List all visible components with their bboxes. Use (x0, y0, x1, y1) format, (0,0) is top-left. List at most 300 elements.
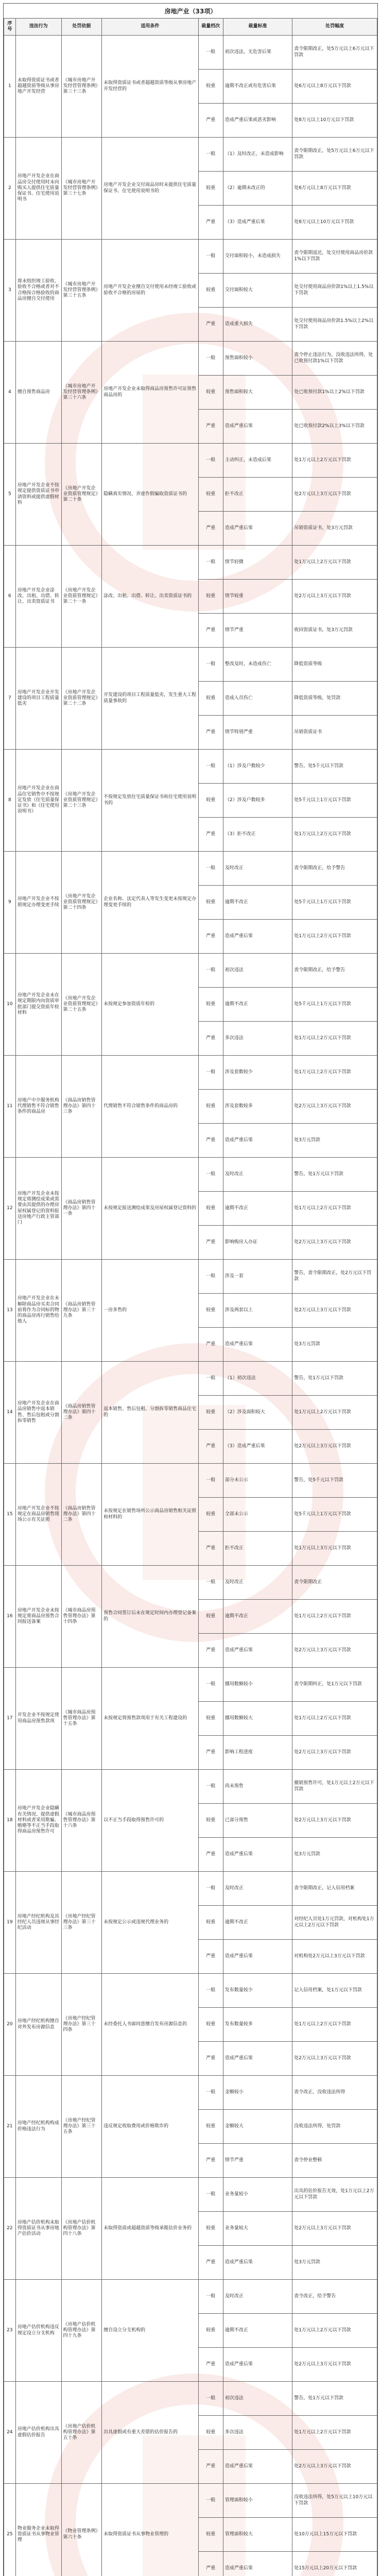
range-cell: 撤销预售许可，处1万元以上2万元以下罚款 (292, 1770, 377, 1804)
standard-cell: 交付面积较大 (223, 274, 292, 308)
range-cell: 处2万元以上3万元以下罚款 (292, 2348, 377, 2382)
standard-cell: 尚未预售 (223, 1770, 292, 1804)
range-cell: 责令限期改正，给予警告 (292, 954, 377, 988)
condition-cell: 未按规定报送测绘成果及房屋权属登记资料的 (102, 1158, 199, 1260)
range-cell: 处10万元以上15万元以下罚款 (292, 2518, 377, 2552)
degree-cell: 较重 (198, 988, 223, 1022)
range-cell: 对经纪人员处1万元罚款，对机构处1万元以上2万元以下罚款 (292, 1906, 377, 1940)
degree-cell: 一般 (198, 1872, 223, 1906)
standard-cell: 逾期不改正 (223, 1600, 292, 1634)
range-cell: 没收违法所得，处罚款 (292, 2110, 377, 2144)
range-cell: 降低资质等级 (292, 648, 377, 682)
row-seq-cell: 23 (4, 2280, 16, 2382)
row-seq-cell: 15 (4, 1464, 16, 1566)
violation-cell: 房地产经纪机构擅自对外发布房源信息 (15, 1974, 61, 2076)
standard-cell: 造成严重后果 (223, 1838, 292, 1872)
degree-cell: 严重 (198, 920, 223, 954)
range-cell: 处2万元以上3万元以下罚款 (292, 580, 377, 614)
degree-cell: 一般 (198, 444, 223, 478)
range-cell: 处1万元以上2万元以下罚款 (292, 2008, 377, 2042)
condition-cell: 以不正当手段取得预售许可的 (102, 1770, 199, 1872)
degree-cell: 一般 (198, 2076, 223, 2110)
degree-cell: 较重 (198, 1804, 223, 1838)
table-row (4, 1668, 377, 1702)
range-cell: 处1万元以上2万元以下罚款 (292, 1192, 377, 1226)
degree-cell: 较重 (198, 478, 223, 512)
degree-cell: 较重 (198, 274, 223, 308)
standard-cell: 金额较小 (223, 2076, 292, 2110)
standard-cell: （3）造成严重后果 (223, 1430, 292, 1464)
table-row (4, 240, 377, 274)
standard-cell: 全部未公示 (223, 1498, 292, 1532)
degree-cell: 一般 (198, 648, 223, 682)
row-seq-cell: 11 (4, 1056, 16, 1158)
degree-cell: 较重 (198, 784, 223, 818)
degree-cell: 较重 (198, 1090, 223, 1124)
row-seq-cell: 13 (4, 1260, 16, 1362)
row-seq-cell: 24 (4, 2382, 16, 2484)
violation-cell: 房地产经纪机构及其经纪人员违规从事经纪活动 (15, 1872, 61, 1974)
standard-cell: 已部分预售 (223, 1804, 292, 1838)
range-cell: 处3万元罚款 (292, 1124, 377, 1158)
row-seq-cell: 4 (4, 342, 16, 444)
degree-cell: 严重 (198, 1532, 223, 1566)
col-header-range: 处罚幅度 (292, 19, 377, 36)
standard-cell: 初次违法 (223, 954, 292, 988)
standard-cell: （2）涉及户数较多 (223, 784, 292, 818)
standard-cell: 造成严重后果或恶劣影响 (223, 104, 292, 138)
condition-cell: 不按规定发放住宅质量保证书和住宅使用说明书的 (102, 750, 199, 852)
degree-cell: 较重 (198, 2518, 223, 2552)
basis-cell: 《房地产估价机构管理办法》第四十九条 (61, 2280, 102, 2382)
degree-cell: 一般 (198, 1260, 223, 1294)
degree-cell: 较重 (198, 1396, 223, 1430)
degree-cell: 较重 (198, 376, 223, 410)
range-cell: 吊销资质证书，处3万元罚款 (292, 512, 377, 546)
degree-cell: 较重 (198, 682, 223, 716)
range-cell: 责令限期改正，给予警告 (292, 852, 377, 886)
range-cell: 处已收预付款2%以上3%以下罚款 (292, 410, 377, 444)
range-cell: 责令限期改正 (292, 1566, 377, 1600)
basis-cell: 《房地产开发企业资质管理规定》第二十四条 (61, 852, 102, 954)
basis-cell: 《城市商品房预售管理办法》第十六条 (61, 1770, 102, 1872)
condition-cell: 未经委托人书面同意擅自发布房源信息的 (102, 1974, 199, 2076)
condition-cell: 返本销售、售后包租、分割拆零销售商品住宅的 (102, 1362, 199, 1464)
basis-cell: 《房地产经纪管理办法》第三十五条 (61, 2076, 102, 2178)
condition-cell: 隐瞒真实情况、弄虚作假骗取资质证书的 (102, 444, 199, 546)
degree-cell: 严重 (198, 2042, 223, 2076)
range-cell: 警告，处1万元以下罚款 (292, 2382, 377, 2416)
standard-cell: 涉及一套 (223, 1260, 292, 1294)
violation-cell: 房地产估价机构违反规定设立分支机构 (15, 2280, 61, 2382)
condition-cell: 房地产开发企业未取得商品房预售许可证预售商品房的 (102, 342, 199, 444)
degree-cell: 较重 (198, 2416, 223, 2450)
table-row (4, 954, 377, 988)
col-header-standard: 裁量标准 (223, 19, 292, 36)
range-cell: 处2万元以上3万元以下罚款 (292, 1294, 377, 1328)
standard-cell: 及时改正 (223, 1158, 292, 1192)
range-cell: 处1万元以上2万元以下罚款 (292, 1022, 377, 1056)
range-cell: 警告，处5千元以下罚款 (292, 750, 377, 784)
basis-cell: 《城市房地产开发经营管理条例》第三十七条 (61, 138, 102, 240)
table-row (4, 1464, 377, 1498)
degree-cell: 一般 (198, 2382, 223, 2416)
degree-cell: 严重 (198, 716, 223, 750)
range-cell: 处交付使用商品房价款1.5%以上2%以下罚款 (292, 308, 377, 342)
range-cell: 出具的估价报告无效，处1万元以上2万元以下罚款 (292, 2178, 377, 2212)
standard-cell: 多次违法 (223, 2416, 292, 2450)
range-cell: 责令改正，没收违法所得 (292, 2076, 377, 2110)
table-row (4, 1260, 377, 1294)
condition-cell: 涂改、出租、出借、转让、出卖资质证书的 (102, 546, 199, 648)
range-cell: 吊销资质证书 (292, 716, 377, 750)
standard-cell: 造成人员伤亡 (223, 682, 292, 716)
row-seq-cell: 22 (4, 2178, 16, 2280)
standard-cell: 情节较重 (223, 580, 292, 614)
basis-cell: 《城市房地产开发经营管理条例》第三十三条 (61, 36, 102, 138)
table-row (4, 2076, 377, 2110)
standard-cell: 涉及两套以上 (223, 1294, 292, 1328)
range-cell: 处6万元以上8万元以下罚款 (292, 172, 377, 206)
range-cell: 处5千元以上1万元以下罚款 (292, 988, 377, 1022)
standard-cell: （2）逾期未改正的 (223, 172, 292, 206)
basis-cell: 《商品房销售管理办法》第四十二条 (61, 1464, 102, 1566)
range-cell: 处1万元以上2万元以下罚款 (292, 818, 377, 852)
degree-cell: 严重 (198, 1124, 223, 1158)
range-cell: 处1万元以上2万元以下罚款 (292, 2314, 377, 2348)
range-cell: 降低资质等级，处罚款 (292, 682, 377, 716)
range-cell: 处2万元以上3万元以下罚款 (292, 1736, 377, 1770)
degree-cell: 一般 (198, 1566, 223, 1600)
standard-cell: 影响购房人办证 (223, 1226, 292, 1260)
col-header-degree: 裁量档次 (198, 19, 223, 36)
range-cell: 处2万元以上3万元以下罚款 (292, 2450, 377, 2484)
range-cell: 责令限期纠正，处1万元以下罚款 (292, 1668, 377, 1702)
violation-cell: 房地产开发企业开发建设的项目工程质量低劣 (15, 648, 61, 750)
violation-cell: 房地产开发企业在未解除商品房买卖合同前将作为合同标的物的商品房再行销售给他人 (15, 1260, 61, 1362)
row-seq-cell: 18 (4, 1770, 16, 1872)
basis-cell: 《物业管理条例》第六十条 (61, 2484, 102, 2576)
degree-cell: 较重 (198, 1192, 223, 1226)
degree-cell: 严重 (198, 2144, 223, 2178)
penalty-table-sheet (3, 3, 378, 2576)
table-row (4, 138, 377, 172)
degree-cell: 较重 (198, 70, 223, 104)
degree-cell: 一般 (198, 36, 223, 70)
degree-cell: 一般 (198, 240, 223, 274)
condition-cell: 房地产开发企业擅自交付使用未经竣工验收或验收不合格的房屋的 (102, 240, 199, 342)
table-row (4, 1566, 377, 1600)
degree-cell: 严重 (198, 1226, 223, 1260)
basis-cell: 《房地产开发企业资质管理规定》第二十一条 (61, 546, 102, 648)
range-cell: 对机构处2万元以上3万元以下罚款 (292, 1940, 377, 1974)
standard-cell: 拒不改正 (223, 478, 292, 512)
standard-cell: 整改及时，未造成伤亡 (223, 648, 292, 682)
violation-cell: 房地产开发企业在商品房销售中返本销售、售后包租或分割拆零销售 (15, 1362, 61, 1464)
table-row (4, 2484, 377, 2518)
degree-cell: 较重 (198, 1906, 223, 1940)
degree-cell: 严重 (198, 206, 223, 240)
degree-cell: 一般 (198, 1464, 223, 1498)
range-cell: 处3万元罚款 (292, 1328, 377, 1362)
range-cell: 记入信用档案，处1万元以下罚款 (292, 1974, 377, 2008)
range-cell: 处1万元以上2万元以下罚款 (292, 546, 377, 580)
violation-cell: 房地产开发企业未在规定期限内向资质审批部门提交资质年检材料 (15, 954, 61, 1056)
standard-cell: 挪用数额较大 (223, 1702, 292, 1736)
range-cell: 警告，处1万元以下罚款 (292, 1158, 377, 1192)
degree-cell: 较重 (198, 2008, 223, 2042)
range-cell: 处2万元以上3万元以下罚款 (292, 1090, 377, 1124)
range-cell: 处交付使用商品房价款1%以上1.5%以下罚款 (292, 274, 377, 308)
standard-cell: 金额较大 (223, 2110, 292, 2144)
degree-cell: 一般 (198, 546, 223, 580)
degree-cell: 较重 (198, 1498, 223, 1532)
violation-cell: 房地产经纪机构构成价格违法行为 (15, 2076, 61, 2178)
condition-cell: 未取得资质证书从事物业管理的 (102, 2484, 199, 2576)
range-cell: 没收违法所得，处5万元以上10万元以下罚款 (292, 2484, 377, 2518)
degree-cell: 严重 (198, 1838, 223, 1872)
condition-cell: 代理销售不符合销售条件的商品房的 (102, 1056, 199, 1158)
standard-cell: 造成严重后果 (223, 1634, 292, 1668)
range-cell: 处2万元以上3万元以下罚款 (292, 2212, 377, 2246)
standard-cell: 主动纠正，未造成后果 (223, 444, 292, 478)
table-body (4, 36, 377, 2576)
violation-cell: 房地产中介服务机构代理销售不符合销售条件的商品房 (15, 1056, 61, 1158)
degree-cell: 严重 (198, 614, 223, 648)
basis-cell: 《商品房销售管理办法》第三十九条 (61, 1260, 102, 1362)
range-cell: 处1万元以上2万元以下罚款 (292, 1396, 377, 1430)
range-cell: 处6万元以上8万元以下罚款 (292, 70, 377, 104)
table-title: 房地产业（33项） (4, 4, 377, 19)
range-cell: 处8万元以上10万元以下罚款 (292, 206, 377, 240)
col-header-act: 违法行为 (15, 19, 61, 36)
standard-cell: 影响工程进度 (223, 1736, 292, 1770)
standard-cell: 及时改正 (223, 1566, 292, 1600)
degree-cell: 一般 (198, 1668, 223, 1702)
range-cell: 处1万元以上3万元以下罚款 (292, 1532, 377, 1566)
degree-cell: 一般 (198, 1158, 223, 1192)
basis-cell: 《城市商品房预售管理办法》第十四条 (61, 1566, 102, 1668)
standard-cell: 情节特别严重 (223, 716, 292, 750)
range-cell: 处2万元以上3万元以下罚款 (292, 478, 377, 512)
condition-cell: 未取得资质或超越资质等级承揽估价业务的 (102, 2178, 199, 2280)
standard-cell: 造成严重后果 (223, 410, 292, 444)
basis-cell: 《城市商品房预售管理办法》第十五条 (61, 1668, 102, 1770)
standard-cell: （3）造成严重后果 (223, 206, 292, 240)
basis-cell: 《房地产估价机构管理办法》第四十八条 (61, 2178, 102, 2280)
table-row (4, 1158, 377, 1192)
range-cell: 责令改正，给予警告 (292, 2280, 377, 2314)
range-cell: 警告，处1万元以下罚款 (292, 1362, 377, 1396)
table-row (4, 444, 377, 478)
condition-cell: 未按规定在销售场所公示商品房销售相关证照和材料的 (102, 1464, 199, 1566)
basis-cell: 《房地产开发企业资质管理规定》第二十三条 (61, 750, 102, 852)
basis-cell: 《商品房销售管理办法》第四十一条 (61, 1158, 102, 1260)
standard-cell: 情节轻微 (223, 546, 292, 580)
standard-cell: 预售面积较小 (223, 342, 292, 376)
standard-cell: 情节严重 (223, 614, 292, 648)
range-cell: 收回资质证书，处3万元罚款 (292, 614, 377, 648)
degree-cell: 一般 (198, 750, 223, 784)
degree-cell: 一般 (198, 1770, 223, 1804)
row-seq-cell: 1 (4, 36, 16, 138)
degree-cell: 较重 (198, 1294, 223, 1328)
condition-cell: 开发建设的项目工程质量低劣，发生重大工程质量事故的 (102, 648, 199, 750)
table-row (4, 750, 377, 784)
table-row (4, 1362, 377, 1396)
violation-cell: 房地产开发企业涂改、出租、出借、转让、出卖资质证书 (15, 546, 61, 648)
condition-cell: 擅自设立分支机构的 (102, 2280, 199, 2382)
table-row (4, 852, 377, 886)
row-seq-cell: 17 (4, 1668, 16, 1770)
standard-cell: 造成重大损失 (223, 308, 292, 342)
condition-cell: 一房多售的 (102, 1260, 199, 1362)
condition-cell: 出具虚假或有重大差错的估价报告的 (102, 2382, 199, 2484)
condition-cell: 未按规定将预售款项用于有关工程建设的 (102, 1668, 199, 1770)
table-row (4, 342, 377, 376)
table-row (4, 2382, 377, 2416)
degree-cell: 较重 (198, 2212, 223, 2246)
range-cell: 处1万元以上2万元以下罚款 (292, 1702, 377, 1736)
standard-cell: 涉及套数较多 (223, 1090, 292, 1124)
degree-cell: 严重 (198, 308, 223, 342)
condition-cell: 预售合同签订后未在规定时间内办理登记备案的 (102, 1566, 199, 1668)
table-row (4, 1872, 377, 1906)
row-seq-cell: 21 (4, 2076, 16, 2178)
standard-cell: （1）及时改正，未造成影响 (223, 138, 292, 172)
violation-cell: 房地产开发企业未按规定将测绘成果或需要由其提供的办理房屋权属登记的资料报送房地产行政主管部门 (15, 1158, 61, 1260)
violation-cell: 房地产估价机构未取得资质证书从事房地产估价活动 (15, 2178, 61, 2280)
standard-cell: 及时改正 (223, 1872, 292, 1906)
range-cell: 处1万元以上2万元以下罚款 (292, 2416, 377, 2450)
basis-cell: 《房地产开发企业资质管理规定》第二十五条 (61, 954, 102, 1056)
row-seq-cell: 16 (4, 1566, 16, 1668)
degree-cell: 一般 (198, 1974, 223, 2008)
table-row (4, 1056, 377, 1090)
range-cell: 处2万元以上3万元以下罚款 (292, 1804, 377, 1838)
basis-cell: 《商品房销售管理办法》第四十二条 (61, 1362, 102, 1464)
basis-cell: 《房地产开发企业资质管理规定》第二十二条 (61, 648, 102, 750)
range-cell: 处5千元以上1万元以下罚款 (292, 886, 377, 920)
table-row (4, 2178, 377, 2212)
standard-cell: 情节严重 (223, 2144, 292, 2178)
standard-cell: 造成严重后果 (223, 2450, 292, 2484)
range-cell: 处2万元以上3万元以下罚款 (292, 1634, 377, 1668)
basis-cell: 《商品房销售管理办法》第四十三条 (61, 1056, 102, 1158)
row-seq-cell: 14 (4, 1362, 16, 1464)
degree-cell: 一般 (198, 2280, 223, 2314)
degree-cell: 严重 (198, 1022, 223, 1056)
range-cell: 责令限期改正，记入信用档案 (292, 1872, 377, 1906)
degree-cell: 严重 (198, 1940, 223, 1974)
table-row (4, 2280, 377, 2314)
standard-cell: 及时改正 (223, 2280, 292, 2314)
row-seq-cell: 12 (4, 1158, 16, 1260)
degree-cell: 一般 (198, 342, 223, 376)
table-row (4, 648, 377, 682)
range-cell: 处15万元以上20万元以下罚款 (292, 2552, 377, 2576)
table-row (4, 546, 377, 580)
degree-cell: 一般 (198, 2178, 223, 2212)
degree-cell: 一般 (198, 954, 223, 988)
standard-cell: 造成严重后果 (223, 2042, 292, 2076)
degree-cell: 严重 (198, 104, 223, 138)
range-cell: 警告，处5千元以下罚款 (292, 1464, 377, 1498)
degree-cell: 较重 (198, 1600, 223, 1634)
standard-cell: 造成严重后果 (223, 2552, 292, 2576)
standard-cell: 预售面积较大 (223, 376, 292, 410)
standard-cell: 初次违法 (223, 2382, 292, 2416)
row-seq-cell: 10 (4, 954, 16, 1056)
range-cell: 处2万元以上3万元以下罚款 (292, 1226, 377, 1260)
range-cell: 处5千元以上1万元以下罚款 (292, 784, 377, 818)
standard-cell: （1）涉及户数较少 (223, 750, 292, 784)
row-seq-cell: 9 (4, 852, 16, 954)
standard-cell: （1）初次违法 (223, 1362, 292, 1396)
condition-cell: 房地产开发企业交付商品房时未提供住宅质量保证书、住宅使用说明书的 (102, 138, 199, 240)
col-header-seq: 序号 (4, 19, 16, 36)
basis-cell: 《房地产经纪管理办法》第三十三条 (61, 1872, 102, 1974)
standard-cell: 逾期不改正 (223, 988, 292, 1022)
range-cell: 责令限期返还，处交付使用商品房价款1%以下罚款 (292, 240, 377, 274)
row-seq-cell: 7 (4, 648, 16, 750)
degree-cell: 严重 (198, 1430, 223, 1464)
range-cell: 处5千元以上1万元以下罚款 (292, 1498, 377, 1532)
standard-cell: 涉及套数较少 (223, 1056, 292, 1090)
standard-cell: 拒不改正 (223, 1532, 292, 1566)
violation-cell: 将未组织竣工验收、验收不合格或者对不合格按合格验收的商品房擅自交付使用 (15, 240, 61, 342)
standard-cell: 发布数量较少 (223, 1974, 292, 2008)
basis-cell: 《房地产估价机构管理办法》第五十条 (61, 2382, 102, 2484)
col-header-basis: 处罚依据 (61, 19, 102, 36)
degree-cell: 一般 (198, 852, 223, 886)
violation-cell: 房地产开发企业隐瞒有关情况、提供虚假材料或者采用欺骗、贿赂等不正当手段取得商品房预售许可 (15, 1770, 61, 1872)
range-cell: 处1万元以上2万元以下罚款 (292, 1056, 377, 1090)
table-row (4, 1974, 377, 2008)
table-row (4, 36, 377, 70)
violation-cell: 未取得资质证书或者超越资质等级从事房地产开发经营 (15, 36, 61, 138)
degree-cell: 严重 (198, 2348, 223, 2382)
violation-cell: 擅自预售商品房 (15, 342, 61, 444)
range-cell: 处2万元以上3万元以下罚款 (292, 2042, 377, 2076)
degree-cell: 较重 (198, 172, 223, 206)
basis-cell: 《城市房地产开发经营管理条例》第三十五条 (61, 240, 102, 342)
standard-cell: 造成严重后果 (223, 512, 292, 546)
standard-cell: 交付面积较小，未造成损失 (223, 240, 292, 274)
standard-cell: 及时改正 (223, 852, 292, 886)
degree-cell: 一般 (198, 2484, 223, 2518)
degree-cell: 一般 (198, 1362, 223, 1396)
range-cell: 处1万元以上2万元以下罚款 (292, 1600, 377, 1634)
standard-cell: 逾期不改正或有危害后果 (223, 70, 292, 104)
violation-cell: 房地产开发企业在商品住宅销售中不按规定发放《住宅质量保证书》和《住宅使用说明书》 (15, 750, 61, 852)
degree-cell: 严重 (198, 1634, 223, 1668)
range-cell: 责令限期改正，处5万元以上6万元以下罚款 (292, 138, 377, 172)
range-cell: 处8万元以上10万元以下罚款 (292, 104, 377, 138)
degree-cell: 严重 (198, 2246, 223, 2280)
standard-cell: 造成严重后果 (223, 2246, 292, 2280)
row-seq-cell: 5 (4, 444, 16, 546)
violation-cell: 物业服务企业未取得资质证书从事物业管理 (15, 2484, 61, 2576)
standard-cell: 业务量较小 (223, 2178, 292, 2212)
degree-cell: 严重 (198, 818, 223, 852)
degree-cell: 严重 (198, 2552, 223, 2576)
violation-cell: 房地产估价机构出具虚假估价报告 (15, 2382, 61, 2484)
condition-cell: 企业名称、法定代表人等发生变更未按规定办理变更手续的 (102, 852, 199, 954)
degree-cell: 较重 (198, 2110, 223, 2144)
violation-cell: 房地产开发企业不按照规定办理变更手续 (15, 852, 61, 954)
standard-cell: （2）涉及面积较大 (223, 1396, 292, 1430)
